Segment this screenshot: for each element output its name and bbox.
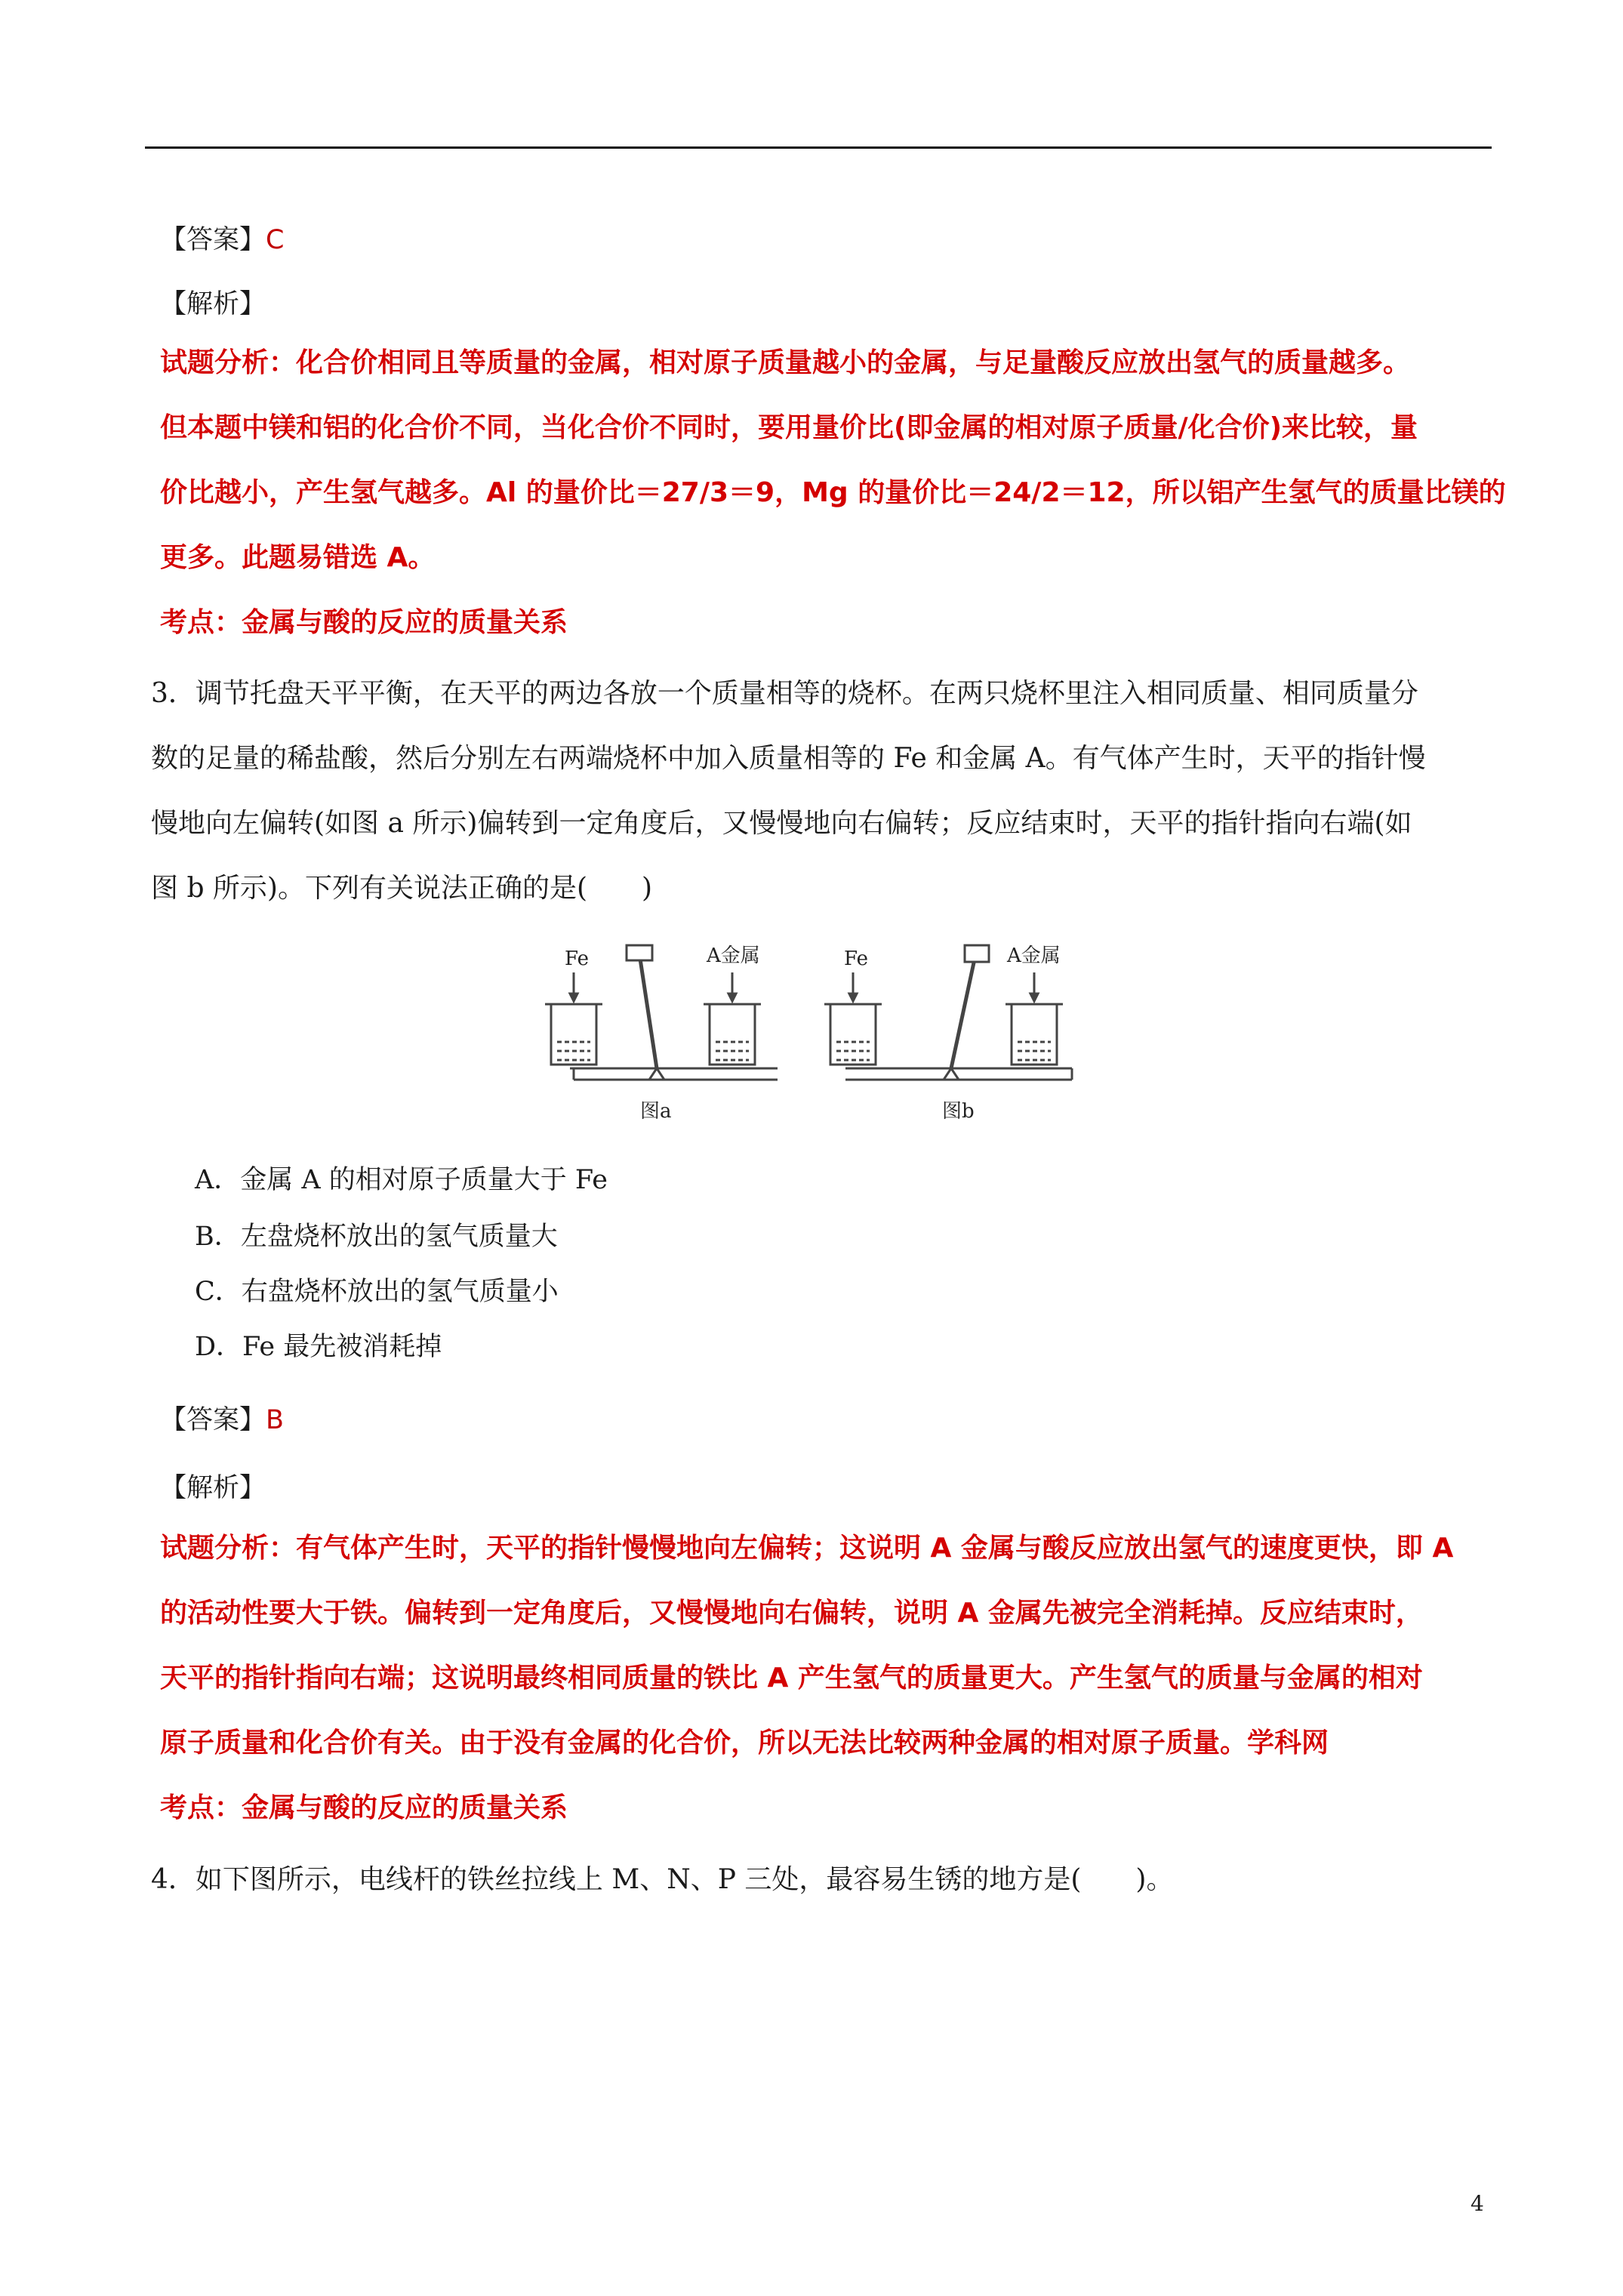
analysis-line: 的活动性要大于铁。偏转到一定角度后，又慢慢地向右偏转，说明 A 金属先被完全消耗掉。反应结束时，: [160, 1598, 1423, 1629]
option-b: B．左盘烧杯放出的氢气质量大: [195, 1222, 558, 1252]
beaker-right-b: [1012, 1004, 1057, 1065]
analysis-line: 但本题中镁和铝的化合价不同，当化合价不同时，要用量价比(即金属的相对原子质量/化合价)来比较，量: [160, 412, 1418, 443]
analysis-line: 天平的指针指向右端；这说明最终相同质量的铁比 A 产生氢气的质量更大。产生氢气的质量与金属的相对: [160, 1663, 1423, 1693]
stem-line: 数的足量的稀盐酸，然后分别左右两端烧杯中加入质量相等的 Fe 和金属 A。有气体产生时，天平的指针慢: [151, 743, 1426, 774]
question-3-stem: [151, 661, 1510, 921]
header-rule: [145, 146, 1492, 149]
analysis-label-q2: 【解析】: [160, 289, 266, 319]
stem-line: 3．调节托盘天平平衡，在天平的两边各放一个质量相等的烧杯。在两只烧杯里注入相同质量、相同质量分: [151, 678, 1418, 709]
analysis-line: 试题分析：有气体产生时，天平的指针慢慢地向左偏转；这说明 A 金属与酸反应放出氢气的速度更快，即 A: [160, 1533, 1454, 1564]
stem-line: 慢地向左偏转(如图 a 所示)偏转到一定角度后，又慢慢地向右偏转；反应结束时，天平的指针指向右端(如: [151, 808, 1412, 839]
answer-line-q3: [160, 1399, 284, 1437]
label-a-b: A金属: [1007, 945, 1061, 967]
page-number: 4: [1471, 2191, 1484, 2216]
analysis-line: 价比越小，产生氢气越多。Al 的量价比＝27/3＝9，Mg 的量价比＝24/2＝12，所以铝产生氢气的质量比镁的: [160, 477, 1506, 508]
kaodian-line: 考点：金属与酸的反应的质量关系: [160, 607, 568, 638]
caption-b: 图b: [942, 1100, 975, 1123]
answer-label: 【答案】: [160, 1405, 266, 1435]
pointer-b: [951, 963, 974, 1068]
stem-line: 图 b 所示)。下列有关说法正确的是( ): [151, 873, 653, 904]
answer-value: B: [266, 1405, 285, 1435]
label-fe-a: Fe: [565, 948, 590, 970]
analysis-line: 原子质量和化合价有关。由于没有金属的化合价，所以无法比较两种金属的相对原子质量。学科网: [160, 1727, 1329, 1758]
kaodian-line: 考点：金属与酸的反应的质量关系: [160, 1792, 568, 1823]
answer-line-q2: [160, 219, 284, 257]
label-a-a: A金属: [707, 945, 760, 967]
answer-label: 【答案】: [160, 225, 266, 255]
analysis-label-q3: 【解析】: [160, 1473, 266, 1503]
beaker-left-b: [830, 1004, 876, 1065]
question-4-stem: 4．如下图所示，电线杆的铁丝拉线上 M、N、P 三处，最容易生锈的地方是( )。: [151, 1864, 1174, 1895]
analysis-text-q3: [160, 1516, 1519, 1841]
caption-a: 图a: [640, 1100, 672, 1123]
answer-value: C: [266, 225, 285, 255]
beaker-right-a: [710, 1004, 755, 1065]
option-a: A．金属 A 的相对原子质量大于 Fe: [195, 1165, 608, 1195]
analysis-text-q2: [160, 331, 1519, 655]
balance-figure: [528, 929, 1102, 1133]
analysis-line: 更多。此题易错选 A。: [160, 542, 436, 573]
option-d: D．Fe 最先被消耗掉: [195, 1332, 442, 1362]
pointer-a: [640, 959, 657, 1068]
label-fe-b: Fe: [844, 948, 869, 970]
option-c: C．右盘烧杯放出的氢气质量小: [195, 1277, 559, 1307]
analysis-line: 试题分析：化合价相同且等质量的金属，相对原子质量越小的金属，与足量酸反应放出氢气的质量越多。: [160, 347, 1411, 378]
beaker-left-a: [551, 1004, 596, 1065]
